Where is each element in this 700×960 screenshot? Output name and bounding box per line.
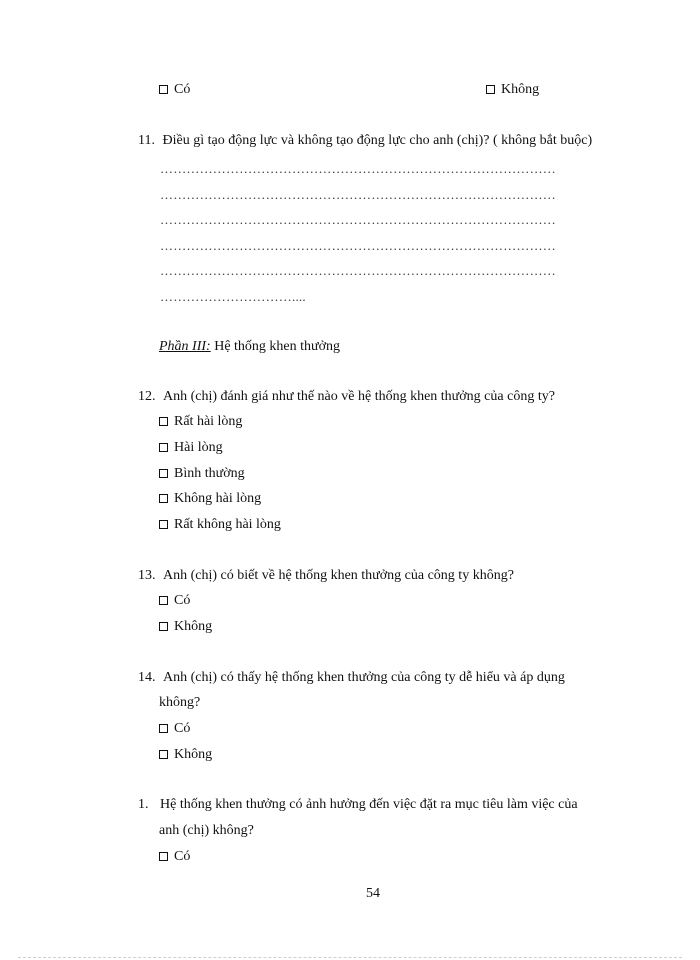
answer-dotted-line: ……………………………………………………………………………… xyxy=(160,212,556,227)
q10-option-yes[interactable] xyxy=(159,81,190,99)
option-label: Có xyxy=(174,721,191,736)
option-label: Không xyxy=(501,82,540,97)
q10-option-no[interactable] xyxy=(486,81,539,99)
page-bottom-divider xyxy=(18,957,682,958)
checkbox-icon[interactable] xyxy=(159,596,168,605)
checkbox-icon[interactable] xyxy=(159,852,168,861)
option-label: Không xyxy=(174,619,213,634)
checkbox-icon[interactable] xyxy=(159,724,168,733)
option-label: Có xyxy=(174,849,191,864)
option-label: Hài lòng xyxy=(174,440,223,455)
checkbox-icon[interactable] xyxy=(159,469,168,478)
question-number: 11. xyxy=(138,133,155,148)
answer-dotted-line: ……………………………………………………………………………… xyxy=(160,187,556,202)
q15-option[interactable] xyxy=(159,848,190,866)
q14-question xyxy=(138,669,565,687)
page-number: 54 xyxy=(366,886,380,901)
option-label: Có xyxy=(174,593,191,608)
question-text: Anh (chị) có thấy hệ thống khen thưởng của công ty dễ hiểu và áp dụng xyxy=(163,670,565,685)
q14-option[interactable] xyxy=(159,720,190,738)
checkbox-icon[interactable] xyxy=(159,494,168,503)
question-text: Điều gì tạo động lực và không tạo động lực cho anh (chị)? ( không bắt buộc) xyxy=(162,133,593,148)
q12-option[interactable] xyxy=(159,516,281,534)
q12-option[interactable] xyxy=(159,439,223,457)
checkbox-icon[interactable] xyxy=(159,85,168,94)
q12-option[interactable] xyxy=(159,465,245,483)
q15-question xyxy=(138,796,578,814)
section-heading xyxy=(159,338,340,356)
question-number: 14. xyxy=(138,670,156,685)
q12-option[interactable] xyxy=(159,490,261,508)
answer-dotted-line: ……………………………………………………………………………… xyxy=(160,263,556,278)
q12-option[interactable] xyxy=(159,413,242,431)
question-text: Anh (chị) có biết về hệ thống khen thưởng của công ty không? xyxy=(163,568,514,583)
checkbox-icon[interactable] xyxy=(159,520,168,529)
option-label: Có xyxy=(174,82,191,97)
option-label: Rất hài lòng xyxy=(174,414,243,429)
question-text: Anh (chị) đánh giá như thế nào về hệ thống khen thưởng của công ty? xyxy=(163,389,555,404)
question-text: Hệ thống khen thưởng có ảnh hưởng đến việc đặt ra mục tiêu làm việc của xyxy=(160,797,578,812)
q11-question xyxy=(138,132,592,150)
q13-question xyxy=(138,567,514,585)
option-label: Bình thường xyxy=(174,466,245,481)
option-label: Không hài lòng xyxy=(174,491,262,506)
q13-option[interactable] xyxy=(159,592,190,610)
question-text-continued: anh (chị) không? xyxy=(159,823,254,838)
question-number: 12. xyxy=(138,389,156,404)
answer-dotted-line: ……………………………………………………………………………… xyxy=(160,161,556,176)
q12-question xyxy=(138,388,555,406)
checkbox-icon[interactable] xyxy=(159,443,168,452)
q14-option[interactable] xyxy=(159,746,212,764)
answer-dotted-line: ………………………….... xyxy=(160,289,306,304)
question-text-continued: không? xyxy=(159,695,201,710)
answer-dotted-line: ……………………………………………………………………………… xyxy=(160,238,556,253)
checkbox-icon[interactable] xyxy=(159,417,168,426)
checkbox-icon[interactable] xyxy=(159,622,168,631)
section-label: Phần III: xyxy=(159,339,211,354)
q13-option[interactable] xyxy=(159,618,212,636)
question-number: 13. xyxy=(138,568,156,583)
option-label: Không xyxy=(174,747,213,762)
checkbox-icon[interactable] xyxy=(486,85,495,94)
option-label: Rất không hài lòng xyxy=(174,517,281,532)
question-number: 1. xyxy=(138,797,149,812)
checkbox-icon[interactable] xyxy=(159,750,168,759)
section-title: Hệ thống khen thưởng xyxy=(210,339,341,354)
